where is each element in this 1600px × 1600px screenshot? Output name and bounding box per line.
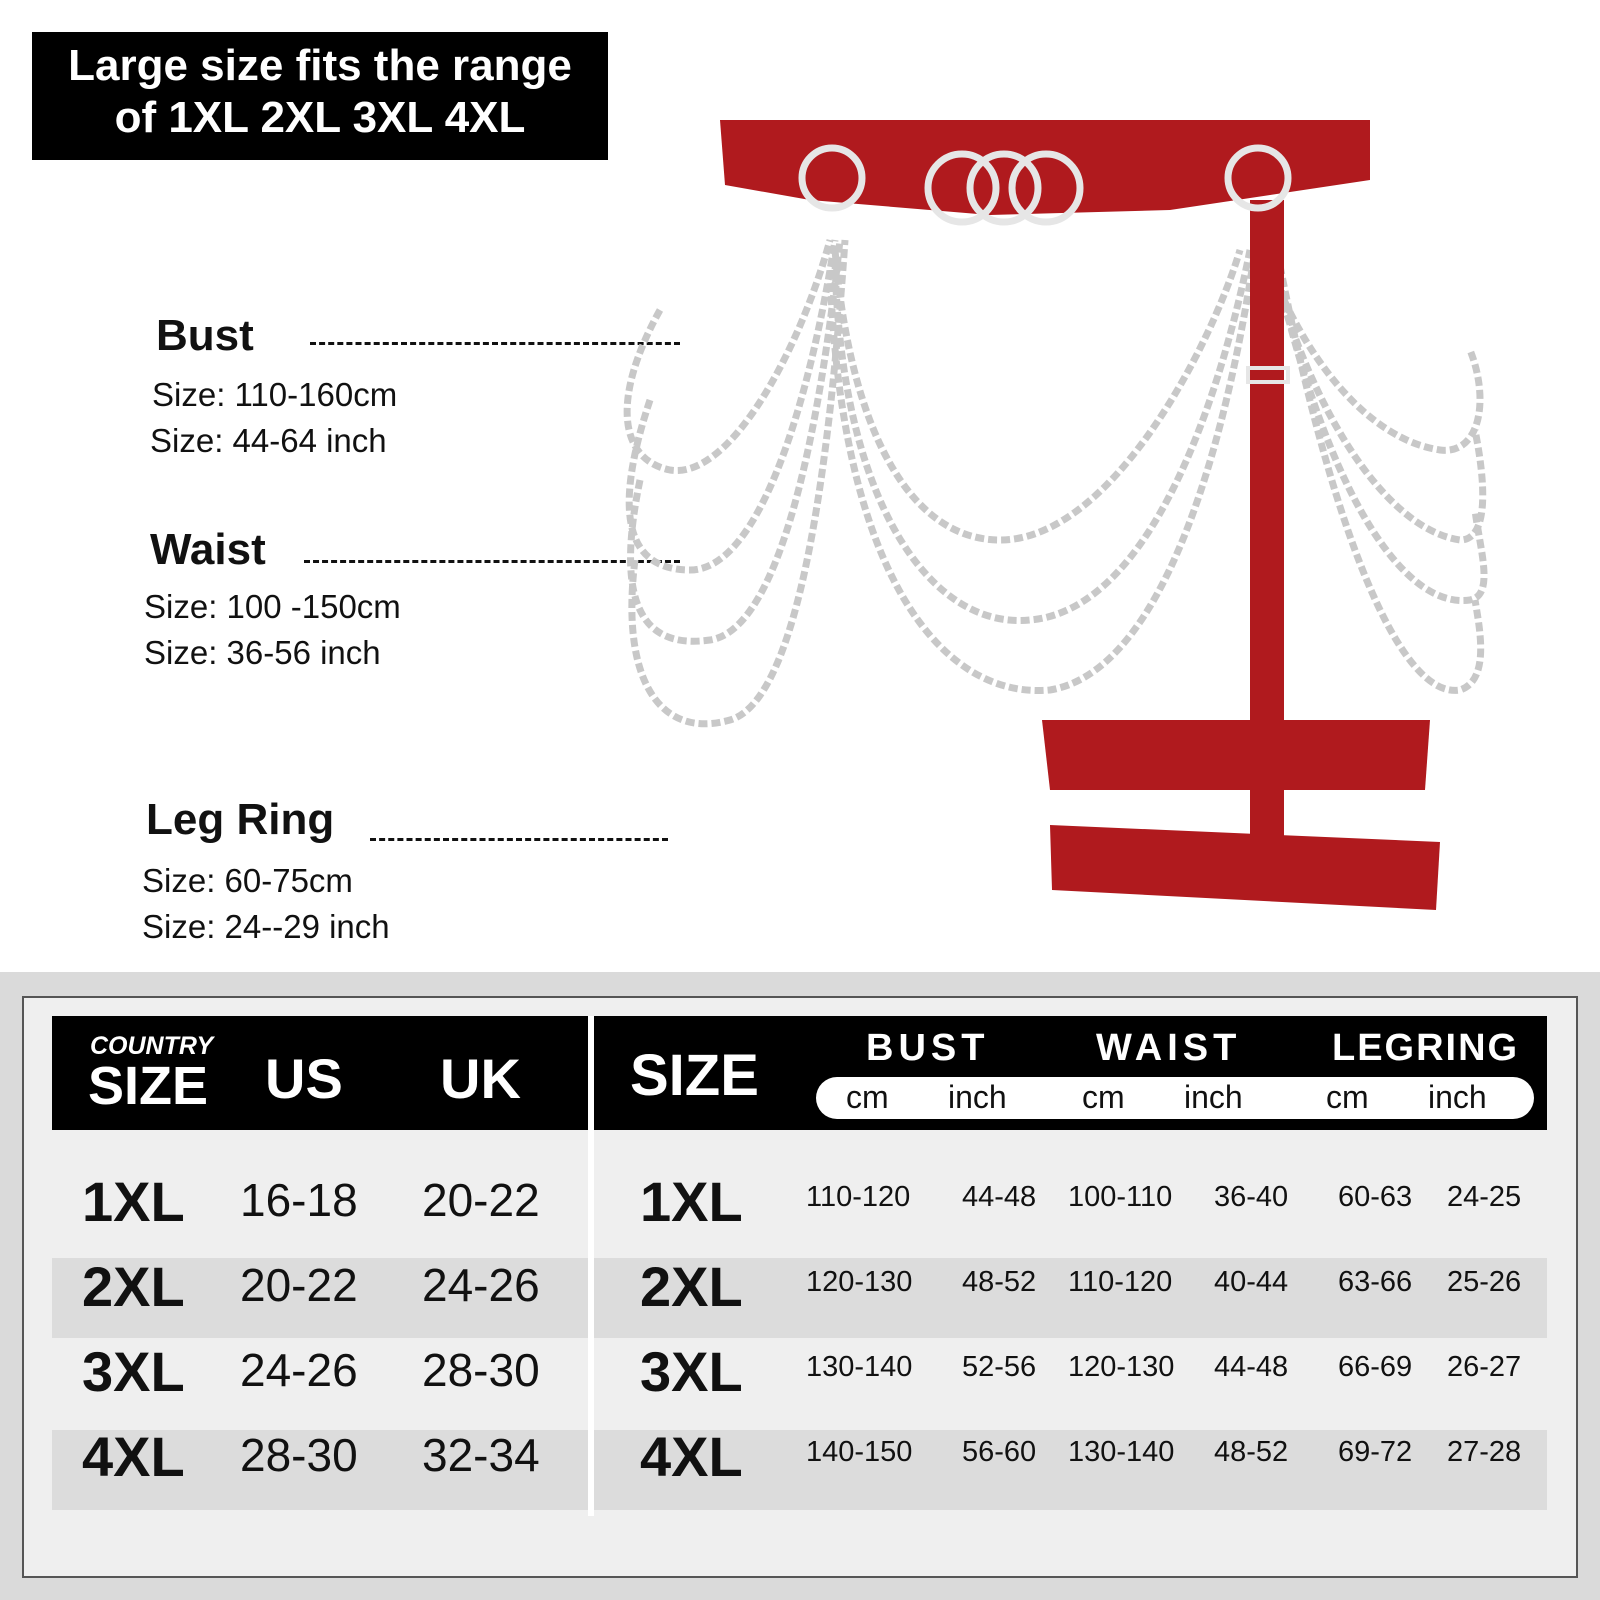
- banner-line-1: Large size fits the range: [68, 41, 572, 90]
- waist-group-header: WAIST: [1096, 1027, 1242, 1069]
- chain: [835, 250, 1240, 540]
- row-us-size: 24-26: [240, 1344, 358, 1396]
- legring-group-header: LEGRING: [1332, 1027, 1520, 1069]
- bust-group-header: BUST: [866, 1027, 990, 1069]
- row-waist-cm: 130-140: [1068, 1436, 1175, 1468]
- row-size-right: 4XL: [640, 1425, 743, 1488]
- row-legring-inch: 24-25: [1447, 1181, 1522, 1213]
- legring-cm-unit: cm: [1326, 1079, 1369, 1115]
- row-us-size: 16-18: [240, 1174, 358, 1226]
- leg-ring-title: Leg Ring: [146, 795, 335, 844]
- bust-title: Bust: [156, 311, 254, 360]
- size-range-banner: [32, 32, 608, 160]
- row-bust-inch: 52-56: [962, 1351, 1037, 1383]
- uk-column-header: UK: [440, 1047, 521, 1110]
- table-column-divider: [588, 1016, 594, 1516]
- chain: [627, 240, 830, 471]
- bust-inch-unit: inch: [948, 1079, 1007, 1115]
- row-waist-cm: 110-120: [1068, 1266, 1173, 1298]
- row-legring-inch: 27-28: [1447, 1436, 1522, 1468]
- chain: [835, 250, 1250, 621]
- row-waist-cm: 100-110: [1068, 1181, 1173, 1213]
- bust-measurement: [150, 312, 397, 464]
- row-legring-cm: 66-69: [1338, 1351, 1413, 1383]
- row-waist-inch: 40-44: [1214, 1266, 1289, 1298]
- waist-size-cm: Size: 100 -150cm: [144, 588, 401, 625]
- waist-cm-unit: cm: [1082, 1079, 1125, 1115]
- bust-cm-unit: cm: [846, 1079, 889, 1115]
- us-column-header: US: [265, 1047, 343, 1110]
- row-uk-size: 20-22: [422, 1174, 540, 1226]
- row-bust-cm: 140-150: [806, 1436, 913, 1468]
- row-us-size: 20-22: [240, 1259, 358, 1311]
- row-waist-inch: 48-52: [1214, 1436, 1289, 1468]
- waist-title: Waist: [150, 525, 266, 574]
- row-uk-size: 24-26: [422, 1259, 540, 1311]
- bust-size-cm: Size: 110-160cm: [152, 376, 398, 413]
- row-bust-cm: 110-120: [806, 1181, 911, 1213]
- row-size: 2XL: [82, 1255, 185, 1318]
- row-uk-size: 28-30: [422, 1344, 540, 1396]
- leg-ring-measurement: [142, 796, 390, 950]
- row-size: 4XL: [82, 1425, 185, 1488]
- row-bust-inch: 44-48: [962, 1181, 1037, 1213]
- row-bust-inch: 56-60: [962, 1436, 1037, 1468]
- row-uk-size: 32-34: [422, 1429, 540, 1481]
- row-size: 1XL: [82, 1170, 185, 1233]
- waist-inch-unit: inch: [1184, 1079, 1243, 1115]
- waist-size-inch: Size: 36-56 inch: [144, 634, 381, 671]
- vertical-strap: [1250, 200, 1284, 900]
- row-size-right: 3XL: [640, 1340, 743, 1403]
- chain: [629, 240, 835, 570]
- row-bust-inch: 48-52: [962, 1266, 1037, 1298]
- row-size-right: 1XL: [640, 1170, 743, 1233]
- harness-product-image: [610, 100, 1510, 960]
- bust-size-inch: Size: 44-64 inch: [150, 422, 387, 459]
- waist-measurement: [144, 526, 401, 676]
- banner-line-2: of 1XL 2XL 3XL 4XL: [114, 93, 526, 142]
- leg-ring-size-inch: Size: 24--29 inch: [142, 908, 390, 945]
- row-legring-inch: 26-27: [1447, 1351, 1522, 1383]
- row-bust-cm: 130-140: [806, 1351, 913, 1383]
- row-bust-cm: 120-130: [806, 1266, 913, 1298]
- row-legring-cm: 60-63: [1338, 1181, 1413, 1213]
- row-waist-inch: 44-48: [1214, 1351, 1289, 1383]
- chain: [1265, 240, 1483, 540]
- row-legring-cm: 63-66: [1338, 1266, 1413, 1298]
- row-legring-inch: 25-26: [1447, 1266, 1522, 1298]
- chain: [1270, 240, 1484, 601]
- chain: [632, 240, 845, 724]
- size-label-left: SIZE: [88, 1056, 209, 1116]
- chain: [1275, 240, 1481, 690]
- row-waist-inch: 36-40: [1214, 1181, 1289, 1213]
- upper-leg-ring: [1042, 720, 1430, 790]
- row-us-size: 28-30: [240, 1429, 358, 1481]
- row-size-right: 2XL: [640, 1255, 743, 1318]
- legring-inch-unit: inch: [1428, 1079, 1487, 1115]
- country-label: COUNTRY: [90, 1032, 214, 1060]
- lower-leg-ring: [1050, 825, 1440, 910]
- unit-bar: [816, 1077, 1534, 1119]
- leg-ring-size-cm: Size: 60-75cm: [142, 862, 353, 899]
- row-size: 3XL: [82, 1340, 185, 1403]
- row-legring-cm: 69-72: [1338, 1436, 1413, 1468]
- row-waist-cm: 120-130: [1068, 1351, 1175, 1383]
- size-column-header: SIZE: [630, 1043, 759, 1108]
